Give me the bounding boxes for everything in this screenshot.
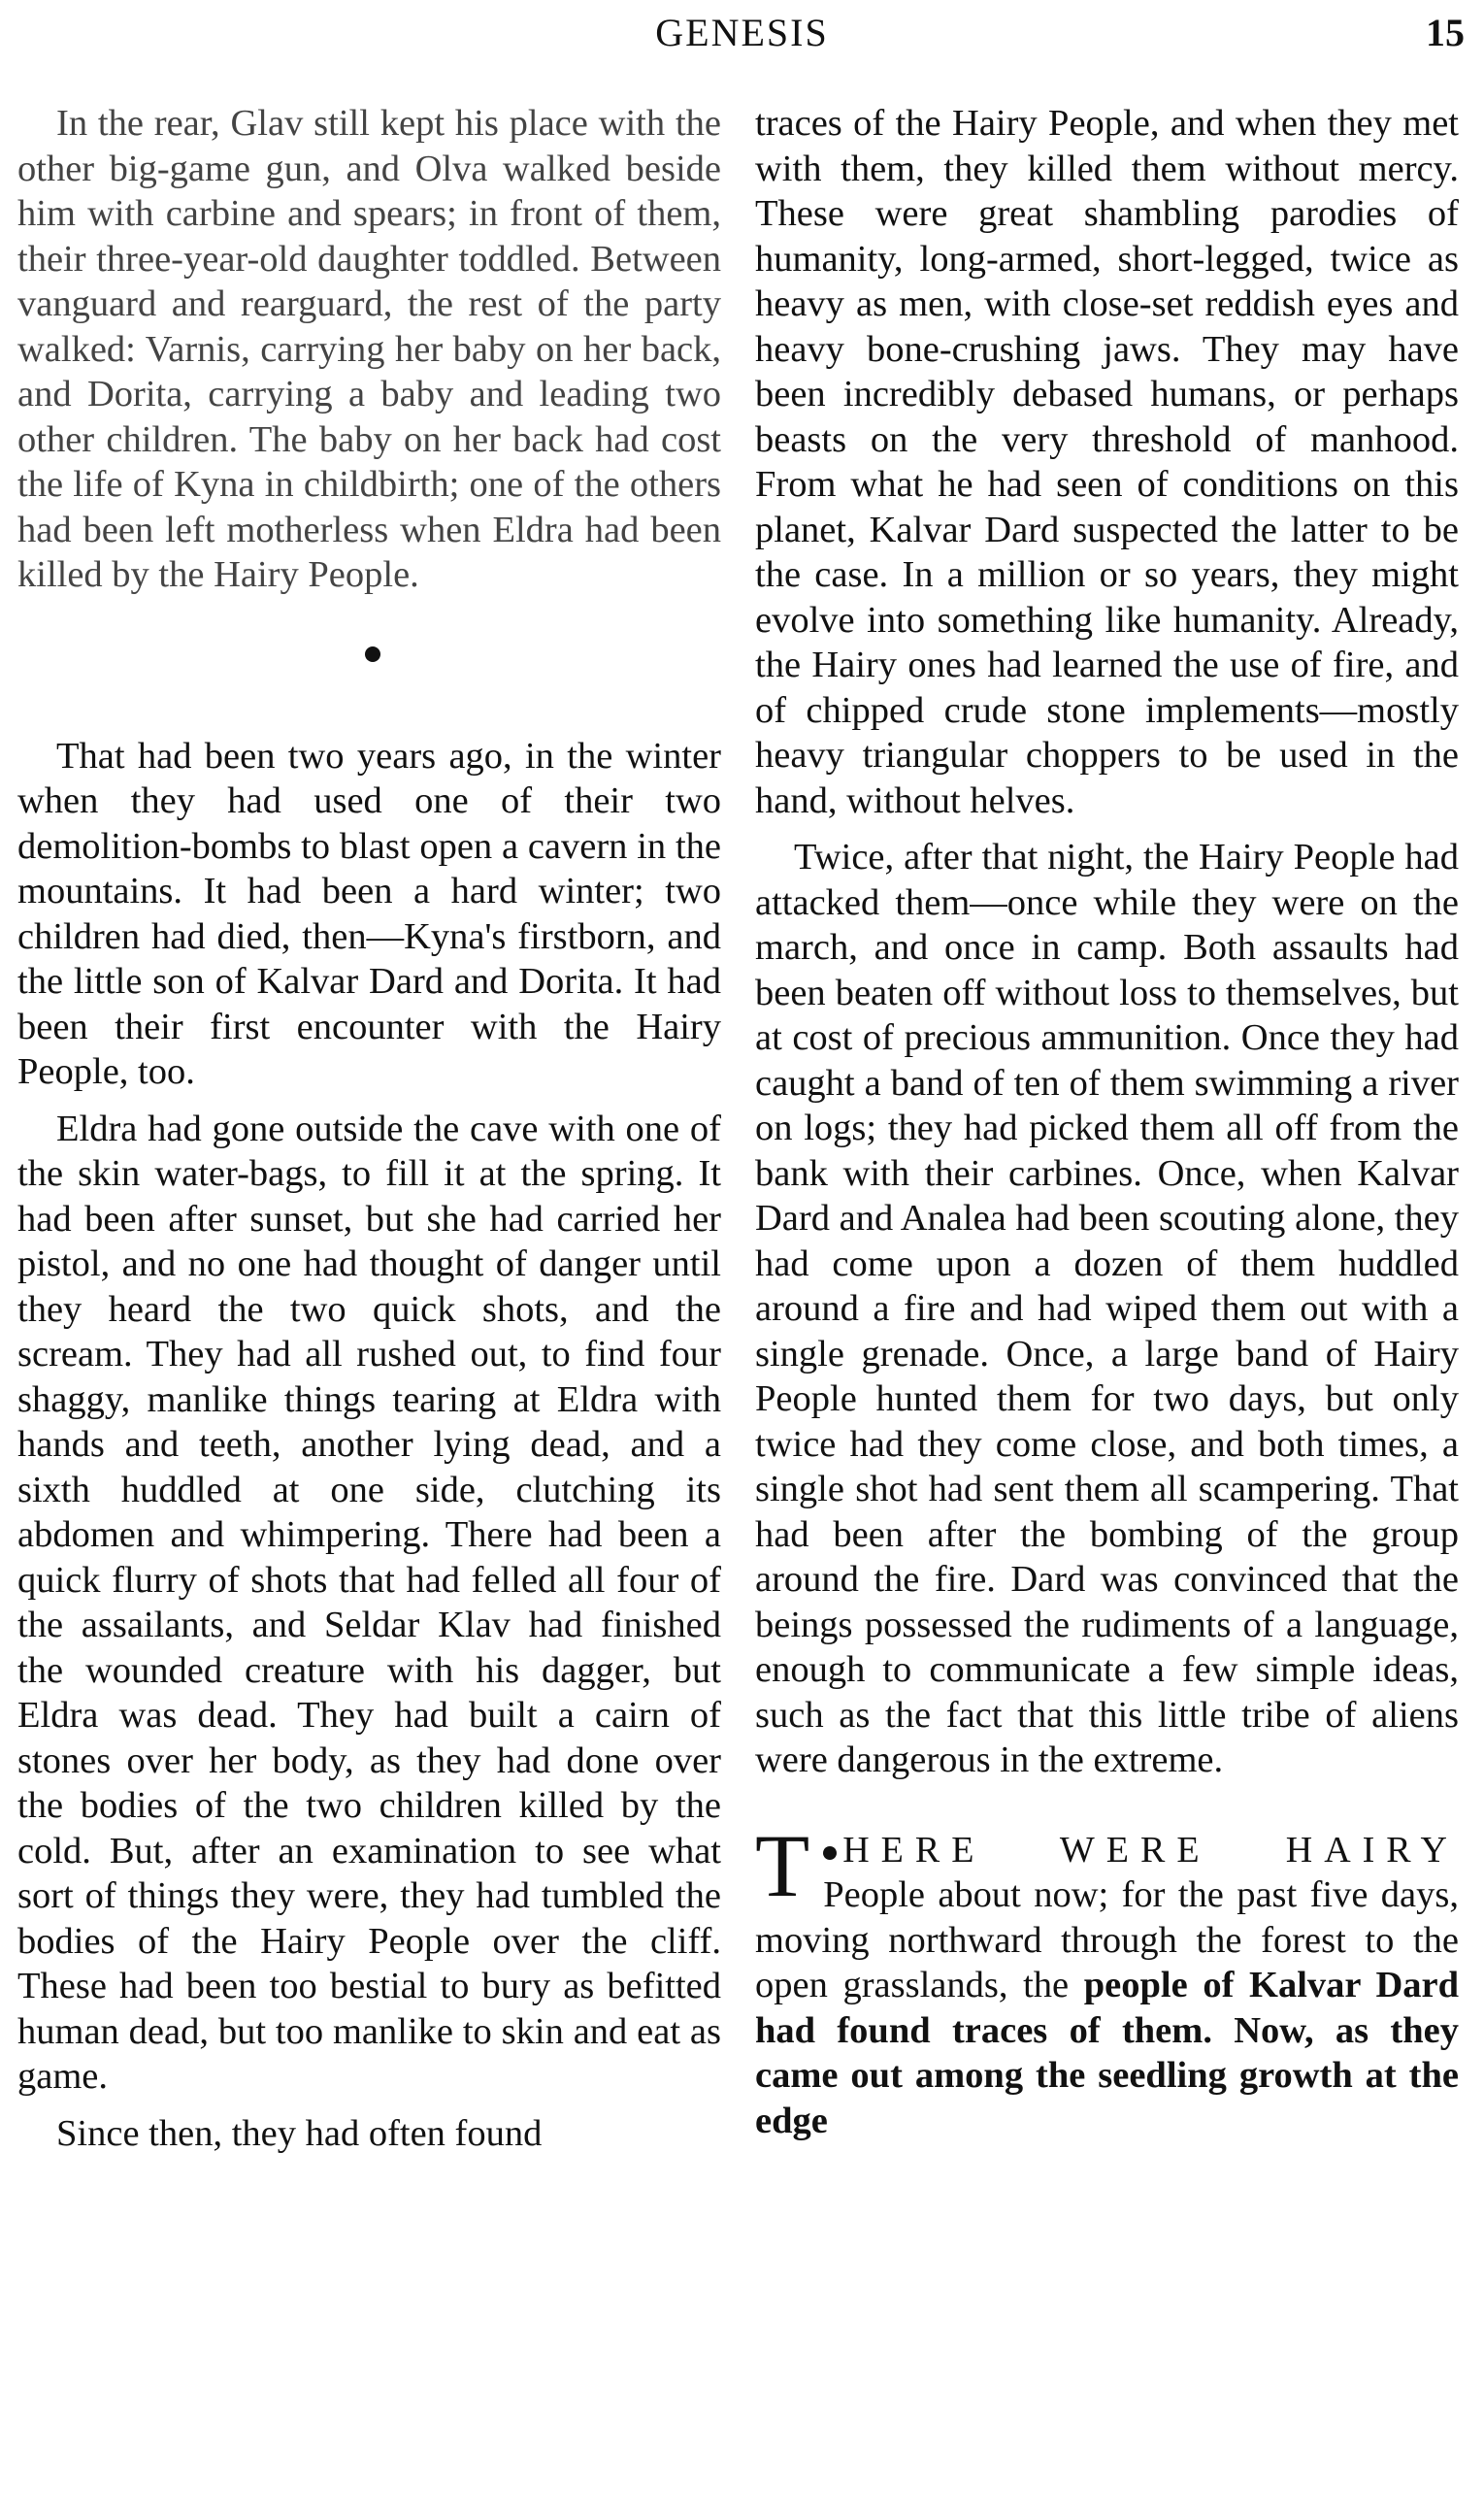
paragraph: Eldra had gone outside the cave with one of the skin water-bags, to fill it at the spring. It had been after sunset, but she had carried her pistol, and no one had thought of danger until they heard the two quick shots, and the scream. They had all rushed out, to find four shaggy, manlike things tearing at Eldra with hands and teeth, another lying dead, and a sixth huddled at one side, clutching its abdomen and whimpering. There had been a quick flurry of shots that had felled all four of the assailants, and Seldar Klav had finished the wounded creature with his dagger, but Eldra was dead. They had built a cairn of stones over her body, as they had done over the bodies of the two children killed by the cold. But, after an examination to see what sort of things they were, they had tumbled the bodies of the Hairy People over the cliff. These had been too bestial to bury as befitted human dead, but too manlike to skin and eat as game. bbox=[17, 1108, 721, 2097]
paragraph: traces of the Hairy People, and when they met with them, they killed them without mercy. These were great shambling parodies of humanity, long-armed, short-legged, twice as heavy as men, with close-set reddish eyes and heavy bone-crushing jaws. They may have been incredibly debased humans, or perhaps beasts on the very threshold of manhood. From what he had seen of conditions on this planet, Kalvar Dard suspected the latter to be the case. In a million or so years, they might evolve into something like humanity. Already, the Hairy ones had learned the use of fire, and of chipped crude stone implements—mostly heavy triangular choppers to be used in the hand, without helves. bbox=[755, 103, 1459, 821]
running-title: GENESIS bbox=[655, 11, 829, 54]
right-column bbox=[755, 101, 1459, 2143]
section-bullet-icon bbox=[823, 1846, 837, 1860]
drop-cap: T bbox=[755, 1815, 810, 1915]
page-number: 15 bbox=[1426, 11, 1465, 54]
section-gap bbox=[755, 1783, 1459, 1828]
paragraph: Twice, after that night, the Hairy People had attacked them—once while they were on the march, and once in camp. Both assaults had been beaten off without loss to themselves, but at cost of precious ammunition. Once they had caught a band of ten of them swimming a river on logs; they had picked them all off from the bank with their carbines. Once, when Kalvar Dard and Analea had been scouting alone, they had come upon a dozen of them huddled around a fire and had wiped them out with a single grenade. Once, a large band of Hairy People hunted them for two days, but only twice had they come close, and both times, a single shot had sent them all scampering. That had been after the bombing of the group around the fire. Dard was convinced that the beings possessed the rudiments of a language, enough to communicate a few simple ideas, such as the fact that this little tribe of aliens were dangerous in the extreme. bbox=[755, 837, 1459, 1780]
small-caps-lead: HERE WERE HAIRY bbox=[842, 1829, 1459, 1871]
paragraph: In the rear, Glav still kept his place with the other big-game gun, and Olva walked beside him with carbine and spears; in front of them, their three-year-old daughter toddled. Between vanguard and rearguard, the rest of the party walked: Varnis, carrying her baby on her back, and Dorita, carrying a baby and leading two other children. The baby on her back had cost the life of Kyna in childbirth; one of the others had been left motherless when Eldra had been killed by the Hairy People. bbox=[17, 103, 721, 595]
paragraph: Since then, they had often found bbox=[56, 2112, 543, 2154]
paragraph: That had been two years ago, in the winter when they had used one of their two demolition-bombs to blast open a cavern in the mountains. It had been a hard winter; two children had died, then—Kyna's firstborn, and the little son of Kalvar Dard and Dorita. It had been their first encounter with the Hairy People, too. bbox=[17, 735, 721, 1092]
paragraph-body: People about now; for the past five days, moving northward through the forest to the open grasslands, the bbox=[755, 1874, 1459, 2005]
left-column bbox=[17, 101, 721, 2156]
section-break-ornament-icon bbox=[365, 646, 380, 662]
section-break bbox=[17, 598, 721, 734]
section-opening-paragraph bbox=[755, 1815, 1459, 2144]
running-header bbox=[0, 10, 1484, 56]
paragraph-bold-tail: people of Kalvar Dard had found traces of them. Now, as they came out among the seedling growth at the edge bbox=[755, 1965, 1459, 2141]
